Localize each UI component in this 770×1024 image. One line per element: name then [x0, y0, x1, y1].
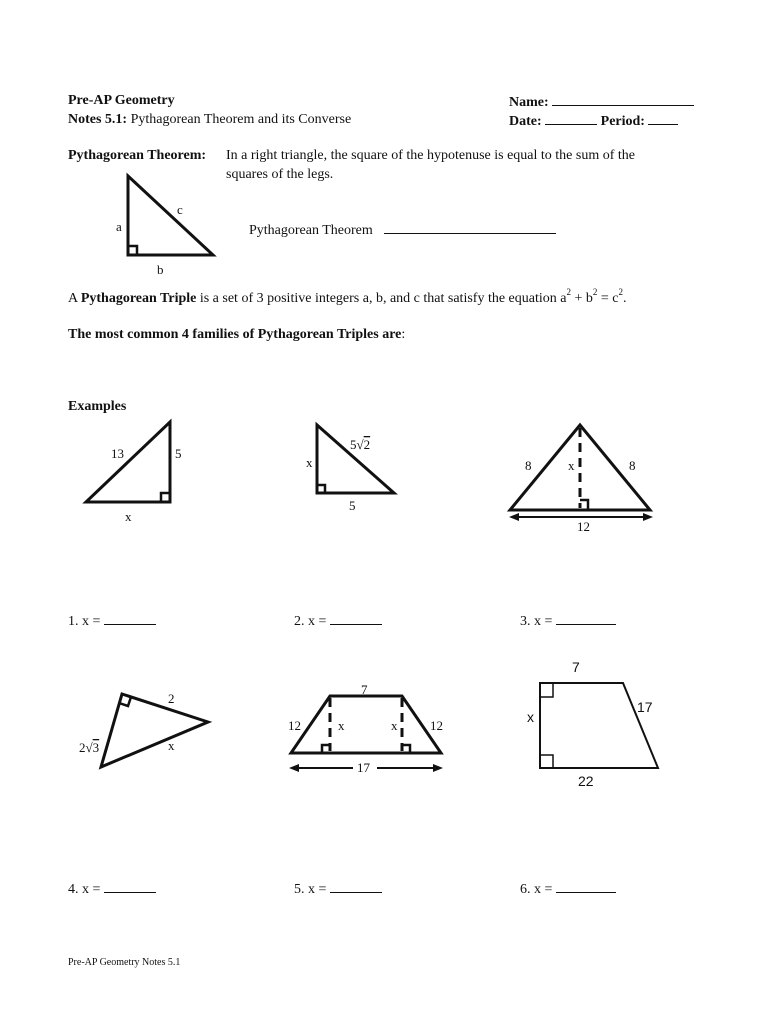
example-1-leg-label: 5 — [175, 446, 182, 461]
exp-b: 2 — [592, 287, 598, 298]
triple-definition — [68, 287, 627, 307]
arrow-left-head — [289, 764, 299, 772]
answer-5 — [294, 880, 382, 898]
examples-heading: Examples — [68, 399, 127, 414]
triple-end: . — [622, 291, 627, 306]
right-triangle — [128, 176, 213, 255]
arrow-left-head — [509, 513, 519, 521]
example-6-bottom-label: 22 — [578, 773, 594, 789]
name-field[interactable] — [509, 93, 694, 111]
answer-5-blank[interactable] — [330, 880, 382, 893]
example-6-slant-label: 17 — [637, 699, 653, 715]
example-5-figure — [285, 680, 450, 780]
example-2-triangle — [317, 425, 394, 493]
example-4-triangle — [101, 694, 208, 767]
example-2-figure — [300, 425, 410, 520]
answer-1 — [68, 612, 156, 630]
answer-5-label: 5. x = — [294, 882, 327, 897]
formula-label: Pythagorean Theorem — [249, 223, 373, 238]
example-4-bottom-label: x — [168, 738, 175, 753]
bottom-right-angle-mark — [540, 755, 553, 768]
leg-a-label: a — [116, 219, 122, 234]
example-2-leg-label: x — [306, 455, 313, 470]
triple-plus: + b — [570, 291, 593, 306]
theorem-line-1: In a right triangle, the square of the hypotenuse is equal to the sum of the — [226, 148, 636, 163]
example-3-left-label: 8 — [525, 458, 532, 473]
example-2-base-label: 5 — [349, 498, 356, 513]
example-6-left-label: x — [527, 709, 534, 725]
notes-label: Notes 5.1: — [68, 112, 128, 127]
example-1-figure — [78, 415, 188, 530]
page-footer: Pre-AP Geometry Notes 5.1 — [68, 957, 181, 968]
example-3-height-label: x — [568, 458, 575, 473]
answer-3-blank[interactable] — [556, 612, 616, 625]
hyp-coef: 5 — [350, 437, 357, 452]
families-colon: : — [401, 327, 406, 342]
hypotenuse-c-label: c — [177, 202, 183, 217]
answer-6-label: 6. x = — [520, 882, 553, 897]
theorem-line-2: squares of the legs. — [226, 167, 334, 182]
answer-4-label: 4. x = — [68, 882, 101, 897]
formula-blank[interactable] — [384, 221, 556, 234]
families-heading-line — [68, 327, 405, 343]
example-5-right-label: 12 — [430, 718, 443, 733]
trapezoid — [291, 696, 441, 753]
arrow-right-head — [643, 513, 653, 521]
example-5-left-label: 12 — [288, 718, 301, 733]
example-6-top-label: 7 — [572, 659, 580, 675]
answer-1-blank[interactable] — [104, 612, 156, 625]
example-4-top-label: 2 — [168, 691, 175, 706]
triple-rest: is a set of 3 positive integers a, b, and c that satisfy the equation a — [199, 291, 567, 306]
answer-3 — [520, 612, 616, 630]
exp-a: 2 — [566, 287, 571, 298]
date-period-fields — [509, 112, 678, 130]
right-trapezoid — [540, 683, 658, 768]
theorem-triangle-figure — [100, 168, 230, 283]
answer-6-blank[interactable] — [556, 880, 616, 893]
triple-term: Pythagorean Triple — [80, 291, 197, 306]
example-1-triangle — [86, 422, 170, 502]
notes-line — [68, 112, 351, 128]
answer-3-label: 3. x = — [520, 614, 553, 629]
leg-b-label: b — [157, 262, 164, 277]
answer-4-blank[interactable] — [104, 880, 156, 893]
answer-1-label: 1. x = — [68, 614, 101, 629]
example-3-right-label: 8 — [629, 458, 636, 473]
triple-eq: = c — [597, 291, 619, 306]
example-6-figure — [520, 655, 670, 790]
arrow-right-head — [433, 764, 443, 772]
formula-line — [249, 221, 556, 239]
left-radicand: 3 — [92, 740, 100, 755]
example-3-figure — [505, 420, 660, 535]
notes-title: Pythagorean Theorem and its Converse — [130, 112, 352, 127]
date-label: Date: — [509, 114, 542, 129]
left-coef: 2 — [79, 740, 86, 755]
answer-4 — [68, 880, 156, 898]
answer-2-blank[interactable] — [330, 612, 382, 625]
example-4-left-label: 2√3 — [79, 740, 100, 755]
example-5-top-label: 7 — [361, 682, 368, 697]
triple-lead: A — [68, 291, 78, 306]
example-3-base-label: 12 — [577, 519, 590, 534]
period-label: Period: — [600, 114, 645, 129]
example-5-height-1-label: x — [338, 718, 345, 733]
hyp-radicand: 2 — [363, 437, 371, 452]
example-1-hypotenuse-label: 13 — [111, 446, 124, 461]
period-blank[interactable] — [648, 112, 678, 125]
answer-6 — [520, 880, 616, 898]
example-1-base-label: x — [125, 509, 132, 524]
name-label: Name: — [509, 95, 549, 110]
date-blank[interactable] — [545, 112, 597, 125]
example-4-figure — [75, 685, 220, 780]
exp-c: 2 — [618, 287, 623, 298]
example-5-base-label: 17 — [357, 760, 370, 775]
name-blank[interactable] — [552, 93, 694, 106]
theorem-label: Pythagorean Theorem: — [68, 148, 207, 163]
families-heading: The most common 4 families of Pythagorean Triples are — [68, 327, 402, 342]
top-right-angle-mark — [540, 683, 553, 697]
answer-2-label: 2. x = — [294, 614, 327, 629]
example-5-height-2-label: x — [391, 718, 398, 733]
answer-2 — [294, 612, 382, 630]
course-title: Pre-AP Geometry — [68, 93, 175, 108]
example-2-hypotenuse-label: 5√2 — [350, 437, 371, 452]
